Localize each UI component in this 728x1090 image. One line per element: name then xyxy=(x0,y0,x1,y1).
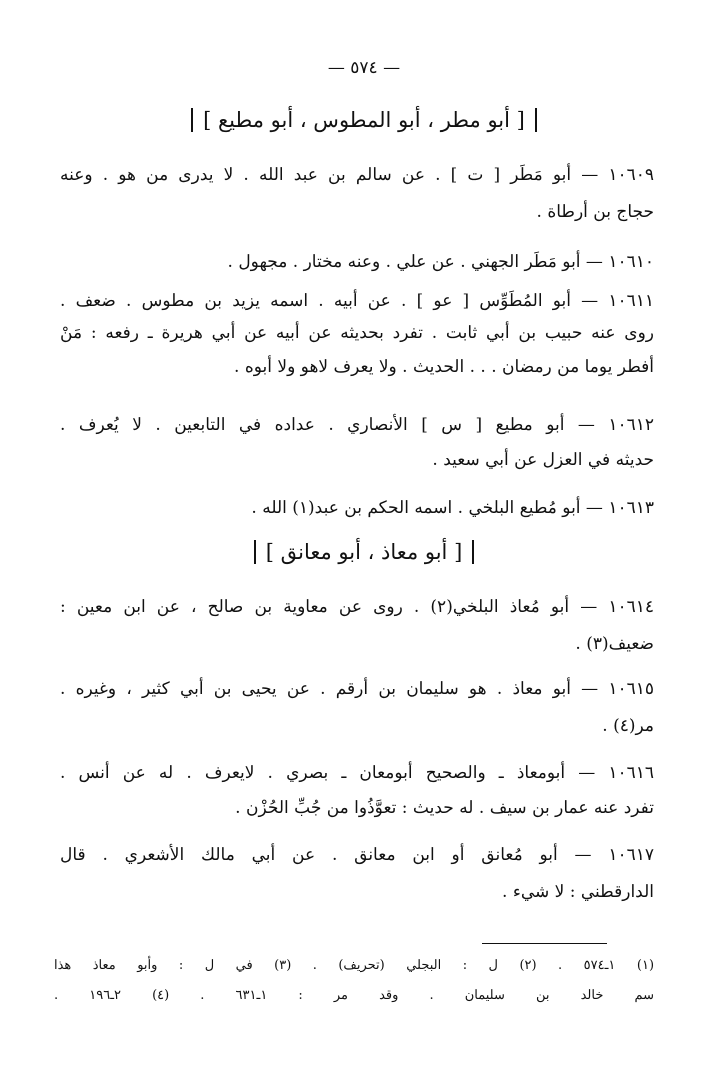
entry-line: ١٠٦١٥ — أبو معاذ . هو سليمان بن أرقم . عن يحيى بن أبي كثير ، وغيره . xyxy=(60,679,654,699)
entry-line: تفرد عنه عمار بن سيف . له حديث : تعوَّذُوا من جُبِّ الحُزْن . xyxy=(235,798,654,818)
entry-line: الدارقطني : لا شيء . xyxy=(502,882,654,902)
section-heading: [ أبو معاذ ، أبو معانق ] xyxy=(0,540,728,564)
entry-line: ضعيف(٣) . xyxy=(575,634,654,654)
entry-line: حديثه في العزل عن أبي سعيد . xyxy=(432,450,654,470)
entry-10616 xyxy=(60,758,654,828)
entry-line: ١٠٦١٤ — أبو مُعاذ البلخي(٢) . روى عن معاوية بن صالح ، عن ابن معين : xyxy=(60,597,654,617)
entry-10609 xyxy=(60,160,654,234)
entry-10610 xyxy=(60,246,654,278)
entry-10614 xyxy=(60,592,654,666)
entry-line: روى عنه حبيب بن أبي ثابت . تفرد بحديثه عن أبيه عن أبي هريرة ـ رفعه : مَنْ xyxy=(60,323,654,343)
entry-line: ١٠٦١٦ — أبومعاذ ـ والصحيح أبومعان ـ بصري . لايعرف . له عن أنس . xyxy=(60,763,654,783)
entry-line: ١٠٦١٢ — أبو مطيع [ س ] الأنصاري . عداده في التابعين . لا يُعرف . xyxy=(60,415,654,435)
entry-line: ١٠٦١٣ — أبو مُطيع البلخي . اسمه الحكم بن عبد(١) الله . xyxy=(251,498,654,518)
footnote-divider xyxy=(482,943,607,944)
entry-line: مر(٤) . xyxy=(602,716,654,736)
entry-line: ١٠٦١٠ — أبو مَطَر الجهني . عن علي . وعنه مختار . مجهول . xyxy=(227,252,654,272)
entry-line: حجاج بن أرطاة . xyxy=(536,202,654,222)
entry-10617 xyxy=(60,840,654,914)
page-number: — ٥٧٤ — xyxy=(327,58,401,78)
entry-line: ١٠٦٠٩ — أبو مَطَر [ ت ] . عن سالم بن عبد الله . لا يدرى من هو . وعنه xyxy=(60,165,654,185)
entry-10615 xyxy=(60,674,654,748)
footnote-line: (١) ١ـ٥٧٤ . (٢) ل : البجلي (تحريف) . (٣) في ل : وأبو معاذ هذا xyxy=(54,958,655,973)
entry-10611 xyxy=(60,286,654,384)
section-heading: [ أبو مطر ، أبو المطوس ، أبو مطيع ] xyxy=(0,108,728,132)
entry-10613 xyxy=(60,492,654,524)
footnote-line: سم خالد بن سليمان . وقد مر : ١ـ٦٣١ . (٤) ٢ـ١٩٦ . xyxy=(54,988,655,1003)
entry-line: ١٠٦١١ — أبو المُطَوِّس [ عو ] . عن أبيه . اسمه يزيد بن مطوس . ضعف . xyxy=(60,291,654,311)
entry-line: أفطر يوما من رمضان . . . الحديث . ولا يعرف لاهو ولا أبوه . xyxy=(234,357,654,377)
entry-10612 xyxy=(60,410,654,480)
entry-line: ١٠٦١٧ — أبو مُعانق أو ابن معانق . عن أبي مالك الأشعري . قال xyxy=(60,845,654,865)
